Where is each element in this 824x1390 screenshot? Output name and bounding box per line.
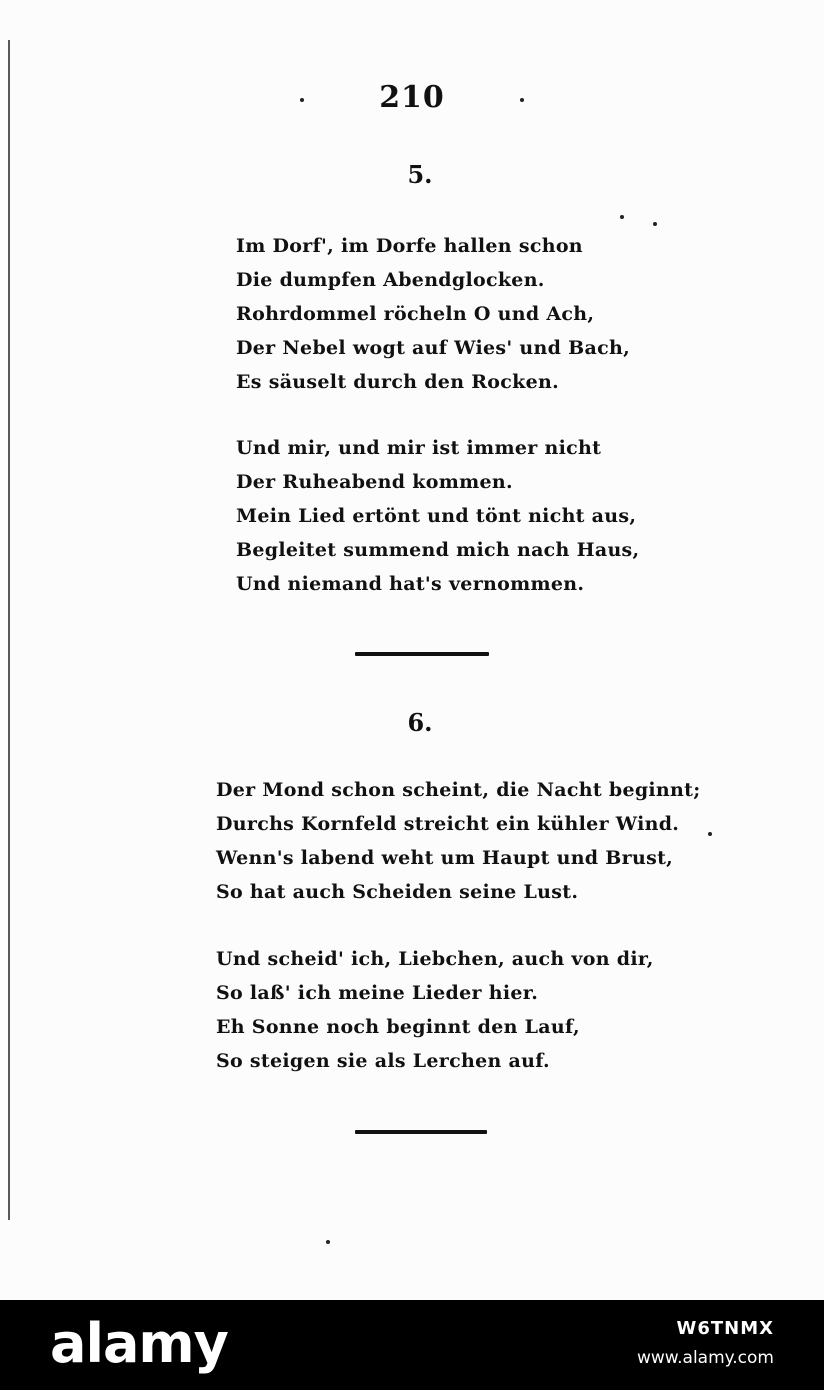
ink-speck: [520, 98, 524, 102]
verse-line: Eh Sonne noch beginnt den Lauf,: [216, 1016, 580, 1038]
page-number: 210: [379, 80, 445, 115]
ink-speck: [653, 222, 657, 226]
verse-line: Die dumpfen Abendglocken.: [236, 269, 545, 291]
poem-5-stanza-2: [236, 431, 639, 601]
ink-speck: [620, 215, 624, 219]
verse-line: Der Ruheabend kommen.: [236, 471, 513, 493]
section-number-6: 6.: [407, 708, 433, 737]
verse-line: Und mir, und mir ist immer nicht: [236, 437, 602, 459]
verse-line: So steigen sie als Lerchen auf.: [216, 1050, 550, 1072]
section-number-5: 5.: [407, 160, 433, 189]
verse-line: Durchs Kornfeld streicht ein kühler Wind.: [216, 813, 680, 835]
poem-6-stanza-2: [216, 942, 654, 1078]
watermark-url: www.alamy.com: [636, 1348, 774, 1368]
ink-speck: [300, 98, 304, 102]
ink-speck: [326, 1240, 330, 1244]
verse-line: Wenn's labend weht um Haupt und Brust,: [216, 847, 674, 869]
section-divider: [355, 652, 489, 656]
verse-line: Mein Lied ertönt und tönt nicht aus,: [236, 505, 637, 527]
verse-line: So hat auch Scheiden seine Lust.: [216, 881, 579, 903]
verse-line: Es säuselt durch den Rocken.: [236, 371, 560, 393]
section-divider: [355, 1130, 487, 1134]
verse-line: Rohrdommel röcheln O und Ach,: [236, 303, 595, 325]
poem-6-stanza-1: [216, 773, 701, 909]
verse-line: Begleitet summend mich nach Haus,: [236, 539, 640, 561]
poem-5-stanza-1: [236, 229, 630, 399]
page-edge-line: [8, 40, 10, 1220]
verse-line: So laß' ich meine Lieder hier.: [216, 982, 539, 1004]
verse-line: Der Nebel wogt auf Wies' und Bach,: [236, 337, 631, 359]
ink-speck: [708, 832, 712, 836]
image-id: W6TNMX: [676, 1318, 774, 1339]
verse-line: Und scheid' ich, Liebchen, auch von dir,: [216, 948, 654, 970]
alamy-logo: alamy: [50, 1312, 228, 1375]
verse-line: Der Mond schon scheint, die Nacht beginnt;: [216, 779, 701, 801]
watermark-banner: [0, 1300, 824, 1390]
verse-line: Im Dorf', im Dorfe hallen schon: [236, 235, 583, 257]
verse-line: Und niemand hat's vernommen.: [236, 573, 585, 595]
